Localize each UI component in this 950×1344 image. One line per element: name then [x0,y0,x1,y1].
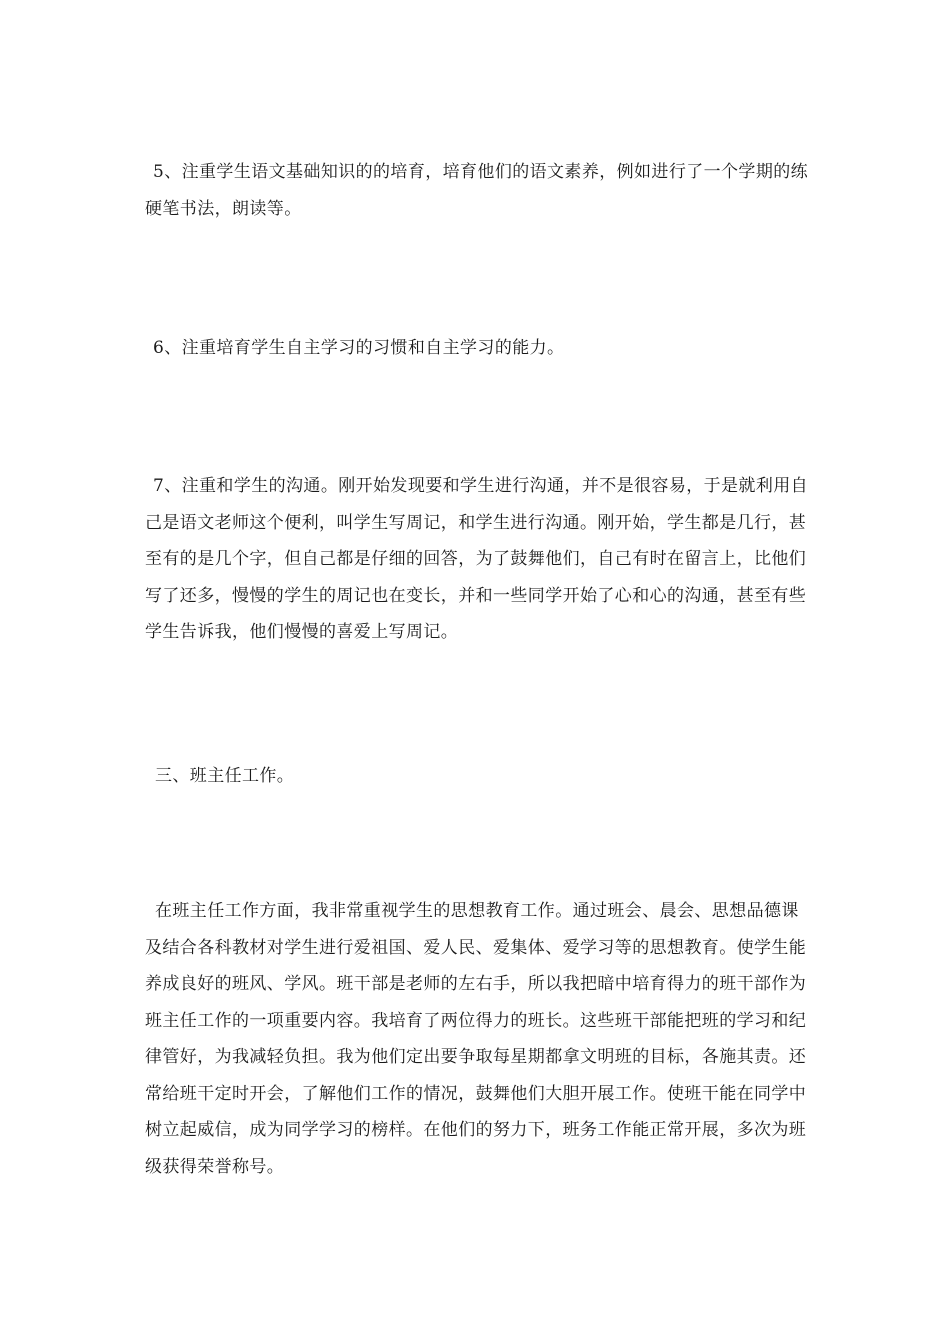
paragraph-item-6: 6、注重培育学生自主学习的习惯和自主学习的能力。 [153,338,565,358]
paragraph-item-7: 7、注重和学生的沟通。刚开始发现要和学生进行沟通，并不是很容易，于是就利用自己是语文老师这个便利，叫学生写周记，和学生进行沟通。刚开始，学生都是几行，甚至有的是几个字，但自己都是仔细的回答，为了鼓舞他们，自己有时在留言上，比他们写了还多，慢慢的学生的周记也在变长，并和一些同学开始了心和心的沟通，甚至有些学生告诉我，他们慢慢的喜爱上写周记。 [145,476,809,642]
section-paragraph: 在班主任工作方面，我非常重视学生的思想教育工作。通过班会、晨会、思想品德课及结合各科教材对学生进行爱祖国、爱人民、爱集体、爱学习等的思想教育。使学生能养成良好的班风、学风。班干部是老师的左右手，所以我把暗中培育得力的班干部作为班主任工作的一项重要内容。我培育了两位得力的班长。这些班干部能把班的学习和纪律管好，为我减轻负担。我为他们定出要争取每星期都拿文明班的目标，各施其责。还常给班干定时开会，了解他们工作的情况，鼓舞他们大胆开展工作。使班干能在同学中树立起威信，成为同学学习的榜样。在他们的努力下，班务工作能正常开展，多次为班级获得荣誉称号。 [145,901,807,1177]
section-heading: 三、班主任工作。 [155,766,295,786]
paragraph-item-5: 5、注重学生语文基础知识的的培育，培育他们的语文素养，例如进行了一个学期的练硬笔书法，朗读等。 [145,162,809,219]
